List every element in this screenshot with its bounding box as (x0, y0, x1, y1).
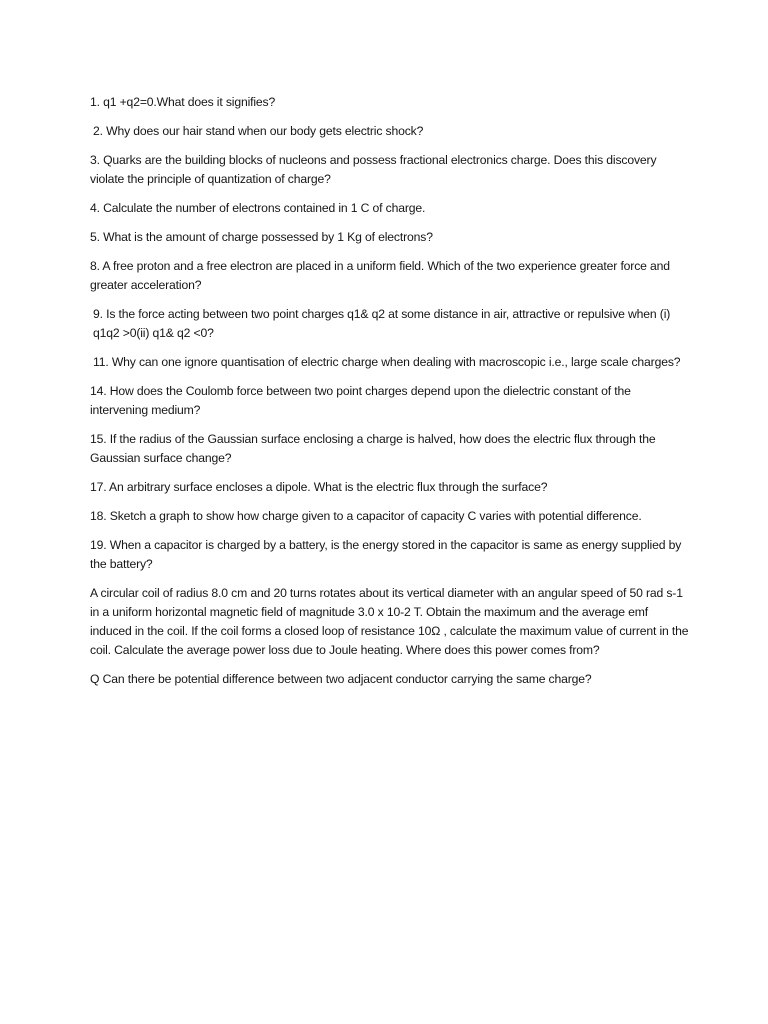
question-item: A circular coil of radius 8.0 cm and 20 turns rotates about its vertical diameter with an angular speed of 50 rad s-1 in a uniform horizontal magnetic field of magnitude 3.0 x 10-2 T. Obtain the maximum and the average emf induced in the coil. If the coil forms a closed loop of resistance 10Ω , calculate the maximum value of current in the coil. Calculate the average power loss due to Joule heating. Where does this power comes from? (90, 586, 689, 657)
question-item: 5. What is the amount of charge possessed by 1 Kg of electrons? (90, 230, 433, 244)
question-item: 4. Calculate the number of electrons contained in 1 C of charge. (90, 201, 426, 215)
question-item: 18. Sketch a graph to show how charge given to a capacitor of capacity C varies with potential difference. (90, 509, 642, 523)
question-list (90, 93, 690, 699)
question-item: 19. When a capacitor is charged by a battery, is the energy stored in the capacitor is same as energy supplied by the battery? (90, 538, 682, 571)
question-item: 17. An arbitrary surface encloses a dipole. What is the electric flux through the surface? (90, 480, 548, 494)
question-item: 1. q1 +q2=0.What does it signifies? (90, 95, 276, 109)
question-item: 15. If the radius of the Gaussian surface enclosing a charge is halved, how does the electric flux through the Gaussian surface change? (90, 432, 656, 465)
question-item: 11. Why can one ignore quantisation of electric charge when dealing with macroscopic i.e., large scale charges? (93, 355, 681, 369)
question-item: 14. How does the Coulomb force between two point charges depend upon the dielectric constant of the intervening medium? (90, 384, 631, 417)
question-item: 2. Why does our hair stand when our body gets electric shock? (93, 124, 424, 138)
question-item: 8. A free proton and a free electron are placed in a uniform field. Which of the two experience greater force and greater acceleration? (90, 259, 670, 292)
question-item: 9. Is the force acting between two point charges q1& q2 at some distance in air, attractive or repulsive when (i) q1q2 >0(ii) q1& q2 <0? (93, 307, 671, 340)
question-item: Q Can there be potential difference between two adjacent conductor carrying the same charge? (90, 672, 592, 686)
question-item: 3. Quarks are the building blocks of nucleons and possess fractional electronics charge. Does this discovery violate the principle of quantization of charge? (90, 153, 657, 186)
